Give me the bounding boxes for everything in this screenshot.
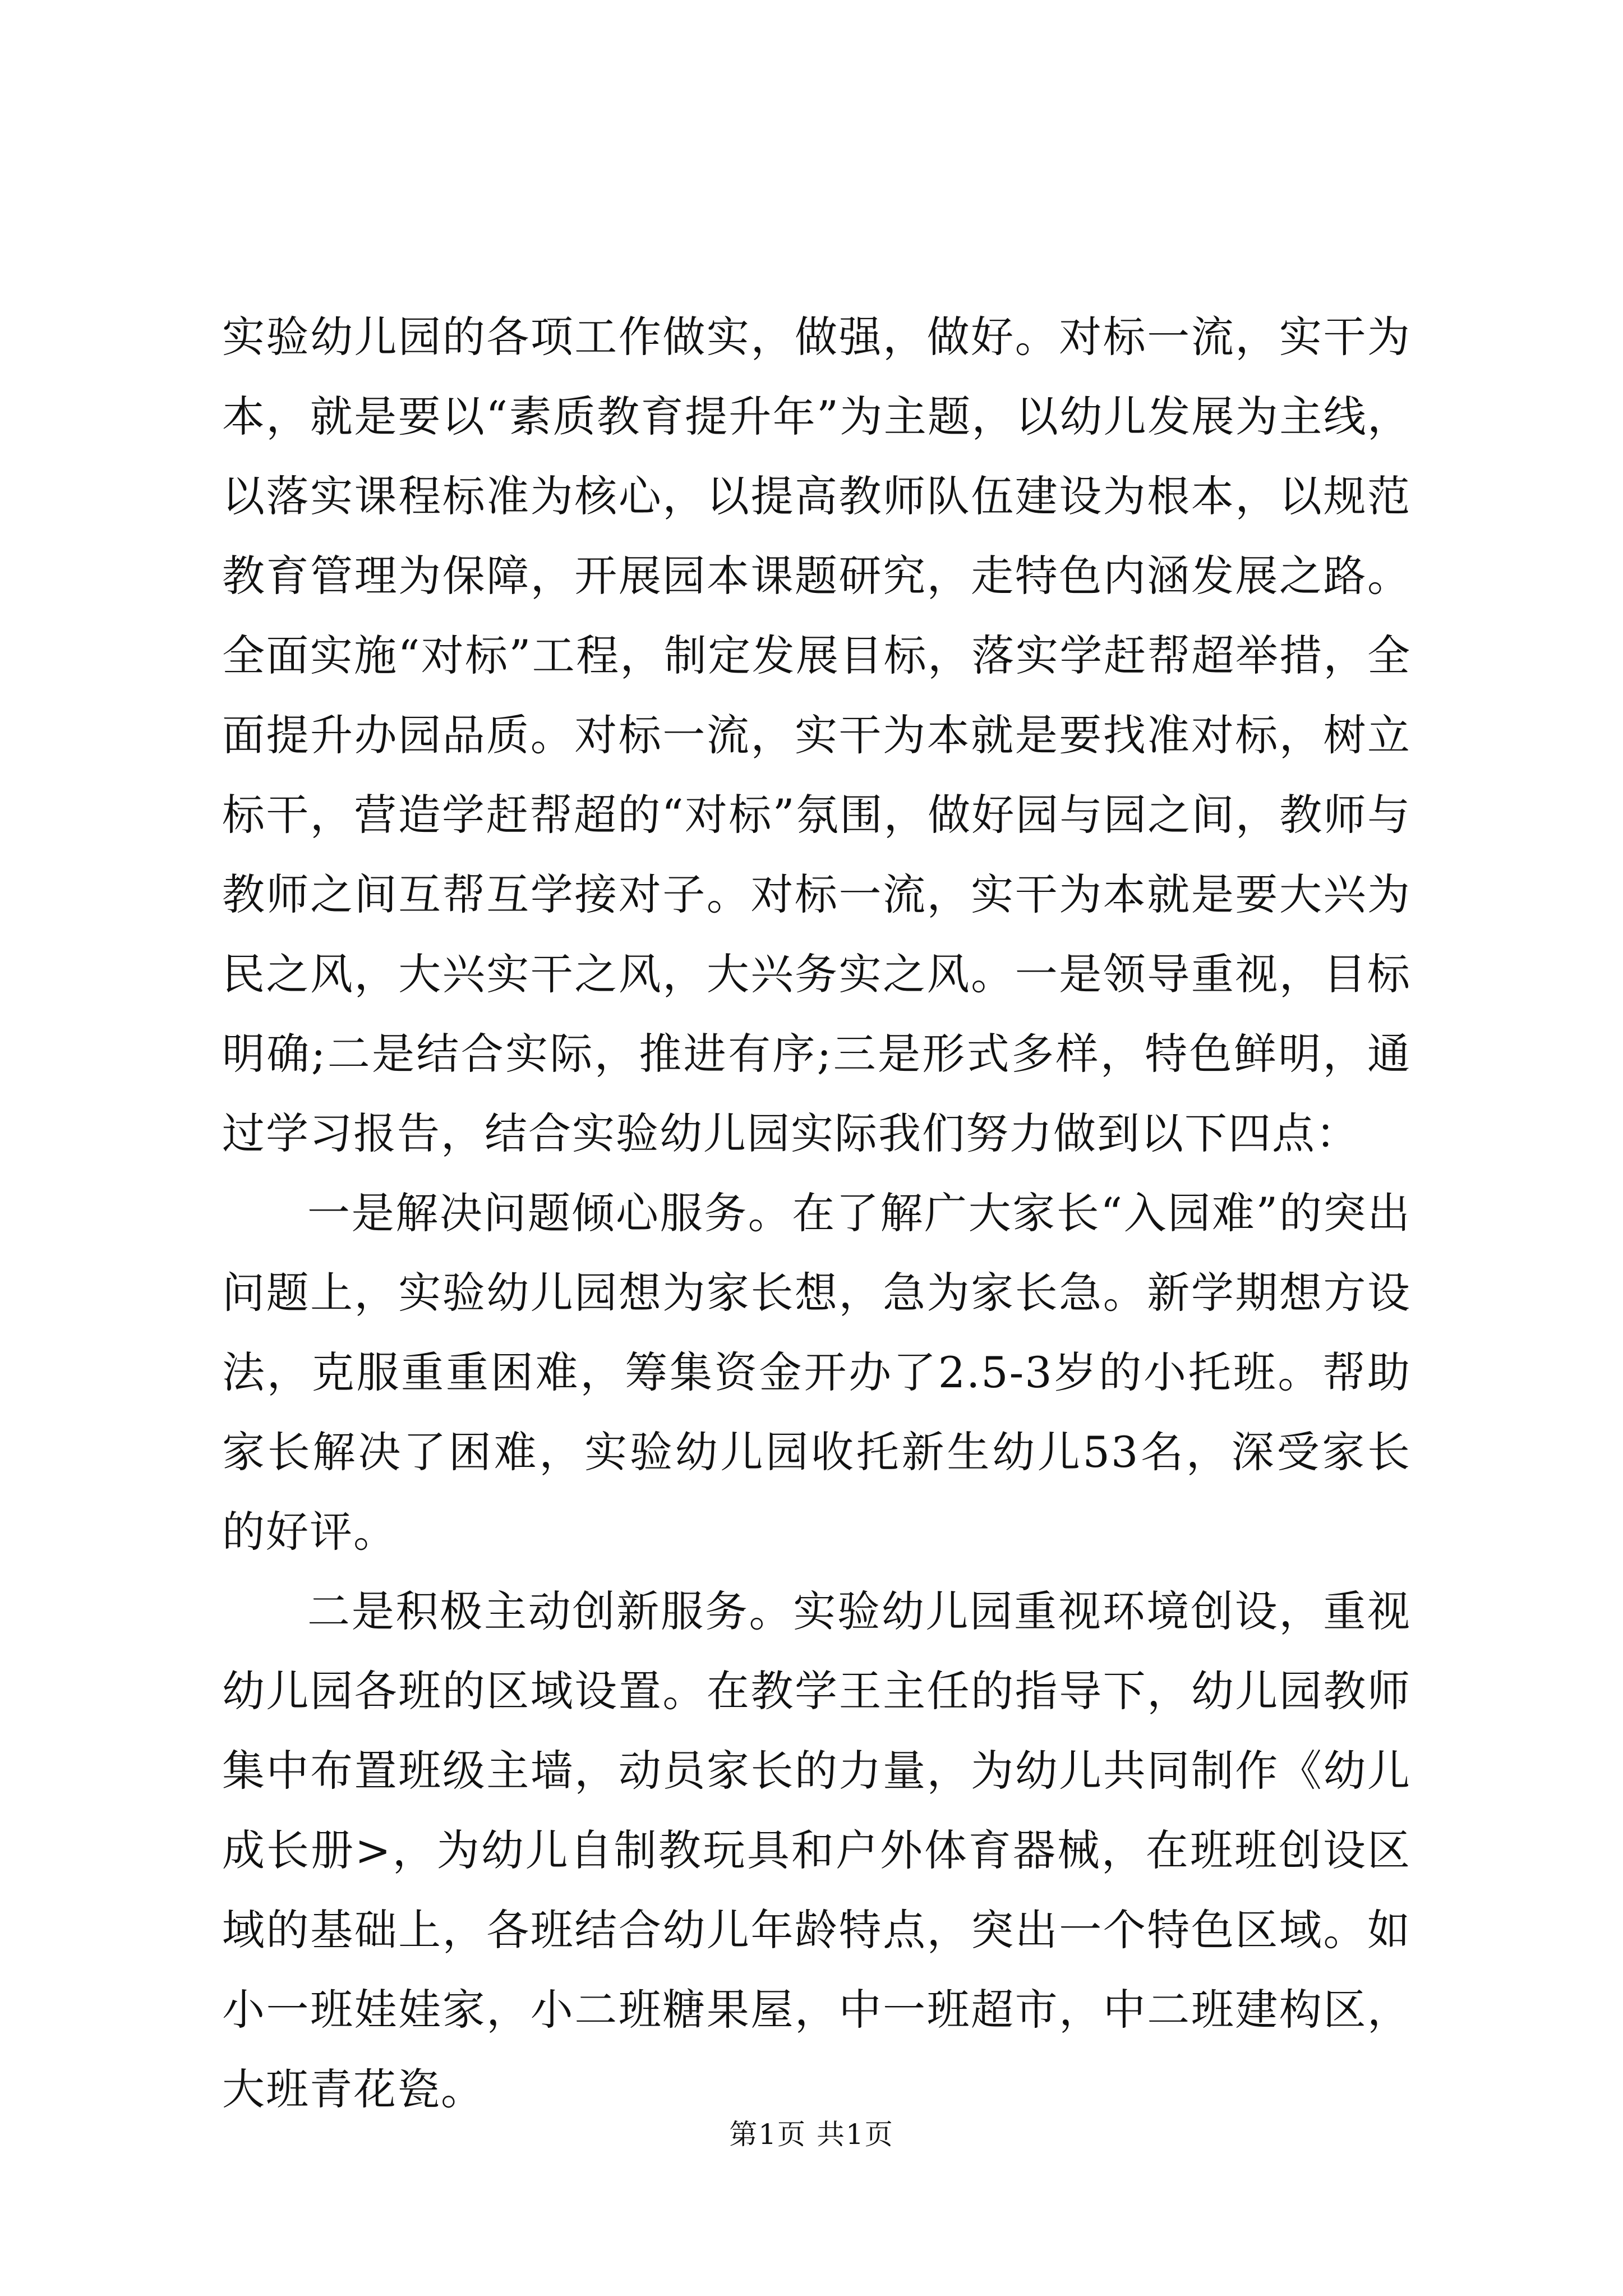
- paragraph-point-one: 一是解决问题倾心服务。在了解广大家长“入园难”的突出问题上，实验幼儿园想为家长想，急为家长急。新学期想方设法，克服重重困难，筹集资金开办了2.5-3岁的小托班。帮助家长解决了困难，实验幼儿园收托新生幼儿53名，深受家长的好评。: [222, 1188, 1411, 1557]
- paragraph-point-two: 二是积极主动创新服务。实验幼儿园重视环境创设，重视幼儿园各班的区域设置。在教学王主任的指导下，幼儿园教师集中布置班级主墙，动员家长的力量，为幼儿共同制作《幼儿成长册>，为幼儿自制教玩具和户外体育器械，在班班创设区域的基础上，各班结合幼儿年龄特点，突出一个特色区域。如小一班娃娃家，小二班糖果屋，中一班超市，中二班建构区，大班青花瓷。: [222, 1586, 1411, 2114]
- page-footer: 第1页 共1页: [729, 2118, 894, 2151]
- document-body: [222, 297, 1411, 2129]
- paragraph-continuation: 实验幼儿园的各项工作做实，做强，做好。对标一流，实干为本，就是要以“素质教育提升年”为主题，以幼儿发展为主线，以落实课程标准为核心，以提高教师队伍建设为根本，以规范教育管理为保障，开展园本课题研究，走特色内涵发展之路。全面实施“对标”工程，制定发展目标，落实学赶帮超举措，全面提升办园品质。对标一流，实干为本就是要找准对标，树立标干，营造学赶帮超的“对标”氛围，做好园与园之间，教师与教师之间互帮互学接对子。对标一流，实干为本就是要大兴为民之风，大兴实干之风，大兴务实之风。一是领导重视，目标明确;二是结合实际，推进有序;三是形式多样，特色鲜明，通过学习报告，结合实验幼儿园实际我们努力做到以下四点：: [222, 312, 1411, 1158]
